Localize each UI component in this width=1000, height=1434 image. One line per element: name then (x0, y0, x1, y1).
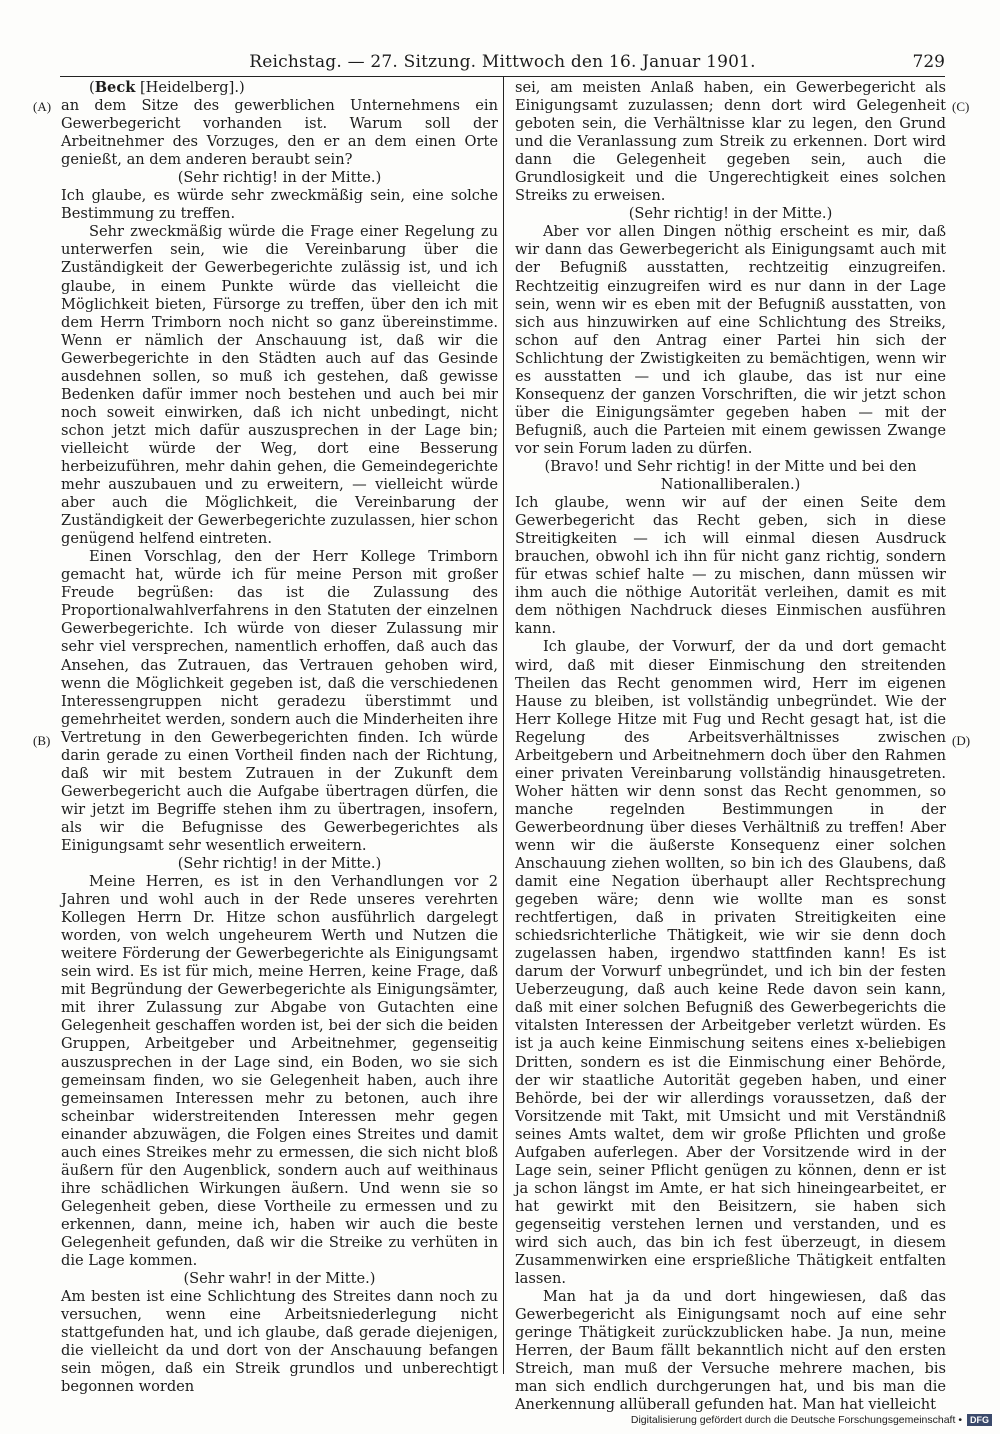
paragraph: Man hat ja da und dort hingewiesen, daß das Gewerbegericht als Einigungsamt noch auf eine sehr geringe Thätigkeit zurückzublicken habe. Ja nun, meine Herren, der Baum fällt bekanntlich nicht auf den ersten Streich, man muß der Versuche mehrere machen, bis man sich endlich durchgerungen hat, und bis man die Anerkennung allüberall gefunden hat. Man hat vielleicht (515, 1288, 946, 1414)
interjection: (Sehr richtig! in der Mitte.) (177, 855, 382, 873)
interjection: (Sehr wahr! in der Mitte.) (183, 1270, 376, 1288)
paragraph: Ich glaube, der Vorwurf, der da und dort gemacht wird, daß mit dieser Einmischung den streitenden Theilen das Recht genommen wird, Herr im eigenen Hause zu bleiben, ist vollständig unbegründet. Wie der Herr Kollege Hitze mit Fug und Recht gesagt hat, ist die Regelung des Arbeitsverhältnisses zwischen Arbeitgebern und Arbeitnehmern doch über den Rahmen einer privaten Vereinbarung vollständig hinausgetreten. Woher hätten wir denn sonst das Recht genommen, so manche regelnden Bestimmungen in der Gewerbeordnung über dieses Verhältniß zu treffen! Aber wenn wir die äußerste Konsequenz einer solchen Anschauung ziehen wollten, so bin ich des Glaubens, daß damit eine Negation überhaupt aller Rechtsprechung gegeben wäre; denn wie wollte man es sonst rechtfertigen, daß in privaten Streitigkeiten eine schiedsrichterliche Thätigkeit, wie wir sie denn doch zugelassen haben, irgendwo stattfinden kann! Es ist darum der Vorwurf unbegründet, und ich bin der festen Ueberzeugung, daß auch keine Rede davon sein kann, daß mit einer solchen Befugniß des Gewerbegerichts die vitalsten Interessen der Arbeitgeber verletzt würden. Es ist ja auch keine Einmischung seitens eines x-beliebigen Dritten, sondern es ist die Einmischung einer Behörde, der wir staatliche Autorität gegeben haben, und einer Behörde, bei der wir allerdings voraussetzen, daß der Vorsitzende mit Takt, mit Umsicht und mit Verständniß seines Amts waltet, dem wir große Pflichten und große Aufgaben auferlegen. Aber der Vorsitzende wird in der Lage sein, seiner Pflicht genügen zu können, denn er ist ja schon längst im Amte, er hat sich hineingearbeitet, er hat gewirkt mit den Beisitzern, sie haben sich gegenseitig verstehen lernen und verstanden, und es wird sich auch, das bin ich fest überzeugt, in diesem Zusammenwirken eine ersprießliche Thätigkeit entfalten lassen. (515, 638, 946, 1288)
left-column (61, 79, 498, 1396)
digitization-credit (631, 1414, 992, 1426)
dfg-logo: DFG (967, 1414, 992, 1426)
interjection: (Sehr richtig! in der Mitte.) (177, 169, 382, 187)
speaker-attribution: (Beck [Heidelberg].) (89, 79, 245, 96)
paragraph: Am besten ist eine Schlichtung des Streites dann noch zu versuchen, wenn eine Arbeitsniederlegung nicht stattgefunden hat, und ich glaube, daß gerade diejenigen, die vielleicht da und dort von der Anschauung befangen sein mögen, daß ein Streik grundlos und unberechtigt begonnen worden (61, 1288, 498, 1396)
paragraph: Ich glaube, es würde sehr zweckmäßig sein, eine solche Bestimmung zu treffen. (61, 187, 498, 223)
paragraph: Sehr zweckmäßig würde die Frage einer Regelung zu unterwerfen sein, wie die Vereinbarung über die Zuständigkeit der Gewerbegerichte zulässig ist, und ich glaube, in einem Punkte würde das vielleicht die Möglichkeit bieten, Fürsorge zu treffen, über den ich mit dem Herrn Trimborn noch nicht so ganz übereinstimme. Wenn er nämlich der Anschauung ist, daß wir die Gewerbegerichte in den Städten auch auf das Gesinde ausdehnen sollen, so muß ich gestehen, daß gewisse Bedenken dafür immer noch bestehen und auch bei mir noch soweit einwirken, daß ich nicht unbedingt, nicht schon jetzt mich dafür auszusprechen in der Lage bin; vielleicht würde der Weg, dort eine Besserung herbeizuführen, mehr dahin gehen, die Gemeindegerichte mehr auszubauen und zu erweitern, — vielleicht würde aber auch die Möglichkeit, die Vereinbarung der Zuständigkeit der Gewerbegerichte zuzulassen, hier schon genügend helfend eintreten. (61, 223, 498, 548)
paragraph: sei, am meisten Anlaß haben, ein Gewerbegericht als Einigungsamt zuzulassen; denn dort wird Gelegenheit geboten sein, die Verhältnisse klar zu legen, den Grund und die Veranlassung zum Streik zu erkennen. Dort wird dann die Gelegenheit gegeben sein, auch die Grundlosigkeit und die Ungerechtigkeit eines solchen Streiks zu erweisen. (515, 79, 946, 205)
column-divider (503, 76, 504, 1374)
right-column (515, 79, 946, 1414)
paragraph: an dem Sitze des gewerblichen Unternehmens ein Gewerbegericht vorhanden ist. Warum soll der Arbeitnehmer des Vorzuges, den er an dem einen Orte genießt, an dem anderen beraubt sein? (61, 97, 498, 169)
margin-mark-c: (C) (952, 99, 970, 114)
paragraph: Meine Herren, es ist in den Verhandlungen vor 2 Jahren und wohl auch in der Rede unseres verehrten Kollegen Herrn Dr. Hitze schon ausführlich dargelegt worden, von welch ungeheurem Werth und Nutzen die weitere Förderung der Gewerbegerichte als Einigungsamt sein wird. Es ist für mich, meine Herren, keine Frage, daß mit Begründung der Gewerbegerichte als Einigungsämter, mit ihrer Zulassung zur Abgabe von Gutachten eine Gelegenheit geschaffen worden ist, bei der sich die beiden Gruppen, Arbeitgeber und Arbeitnehmer, gegenseitig auszusprechen in der Lage sind, ein Boden, wo sie sich gemeinsam finden, wo sie Gelegenheit haben, auch ihre gemeinsamen Interessen mehr zu betonen, auch ihre scheinbar widerstreitenden Interessen mehr gegen einander abzuwägen, die Folgen eines Streites und damit auch eines Streikes mehr zu ermessen, die sich nicht bloß äußern für den Augenblick, sondern auch auf weithinaus ihre schädlichen Wirkungen äußern. Und wenn sie so Gelegenheit geben, diese Vortheile zu ermessen und zu erkennen, dann, meine ich, haben wir auch die beste Gelegenheit gefunden, daß wir die Streike zu verhüten in die Lage kommen. (61, 873, 498, 1270)
margin-mark-a: (A) (33, 99, 52, 114)
interjection: (Bravo! und Sehr richtig! in der Mitte und bei den Nationalliberalen.) (544, 457, 917, 494)
margin-mark-d: (D) (952, 733, 971, 748)
page-header (60, 52, 945, 74)
page-number: 729 (912, 52, 945, 72)
paragraph: Einen Vorschlag, den der Herr Kollege Trimborn gemacht hat, würde ich für meine Person mit großer Freude begrüßen: das ist die Zulassung des Proportionalwahlverfahrens in den Statuten der einzelnen Gewerbegerichte. Ich würde von dieser Zulassung mir sehr viel versprechen, namentlich erhoffen, daß auch das Ansehen, das Zutrauen, das Vertrauen gehoben wird, wenn die Möglichkeit gegeben ist, daß die verschiedenen Interessengruppen nicht geradezu überstimmt und gemehrheitet werden, sondern auch die Minderheiten ihre Vertretung in den Gewerbegerichten finden. Ich würde darin gerade zu einen Vortheil finden nach der Richtung, daß wir mit bestem Zutrauen in der Zukunft dem Gewerbegericht auch die Aufgabe übertragen dürfen, die wir jetzt im Begriffe stehen ihm zu übertragen, insofern, als wir die Befugnisse des Gewerbegerichtes als Einigungsamt sehr wesentlich erweitern. (61, 548, 498, 854)
credit-text: Digitalisierung gefördert durch die Deutsche Forschungsgemeinschaft • (630, 1414, 962, 1426)
speaker-name: Beck (94, 79, 136, 96)
margin-mark-b: (B) (33, 733, 51, 748)
paragraph: Ich glaube, wenn wir auf der einen Seite dem Gewerbegericht das Recht geben, sich in diese Streitigkeiten — ich will einmal diesen Ausdruck brauchen, obwohl ich ihn für nicht ganz richtig, sondern für etwas schief halte — zu mischen, dann müssen wir ihm auch die nöthige Autorität verleihen, damit es mit dem nöthigen Nachdruck dieses Einmischen ausführen kann. (515, 494, 946, 638)
paragraph: Aber vor allen Dingen nöthig erscheint es mir, daß wir dann das Gewerbegericht als Einigungsamt auch mit der Befugniß ausstatten, rechtzeitig einzugreifen. Rechtzeitig einzugreifen wird es nur dann in der Lage sein, wenn wir es eben mit der Befugniß ausstatten, von sich aus hinzuwirken auf eine Schlichtung des Streiks, schon auf den Antrag einer Partei hin sich der Schlichtung der Zwistigkeiten zu bemächtigen, wenn wir es ausstatten — und ich glaube, das ist nur eine Konsequenz der ganzen Vorschriften, die wir jetzt schon über die Einigungsämter gegeben haben — mit der Befugniß, auch die Parteien mit einem gewissen Zwange vor sein Forum laden zu dürfen. (515, 223, 946, 457)
speaker-place: [Heidelberg].) (139, 79, 245, 96)
header-title: Reichstag. — 27. Sitzung. Mittwoch den 16. Januar 1901. (249, 52, 756, 72)
interjection: (Sehr richtig! in der Mitte.) (628, 205, 833, 223)
